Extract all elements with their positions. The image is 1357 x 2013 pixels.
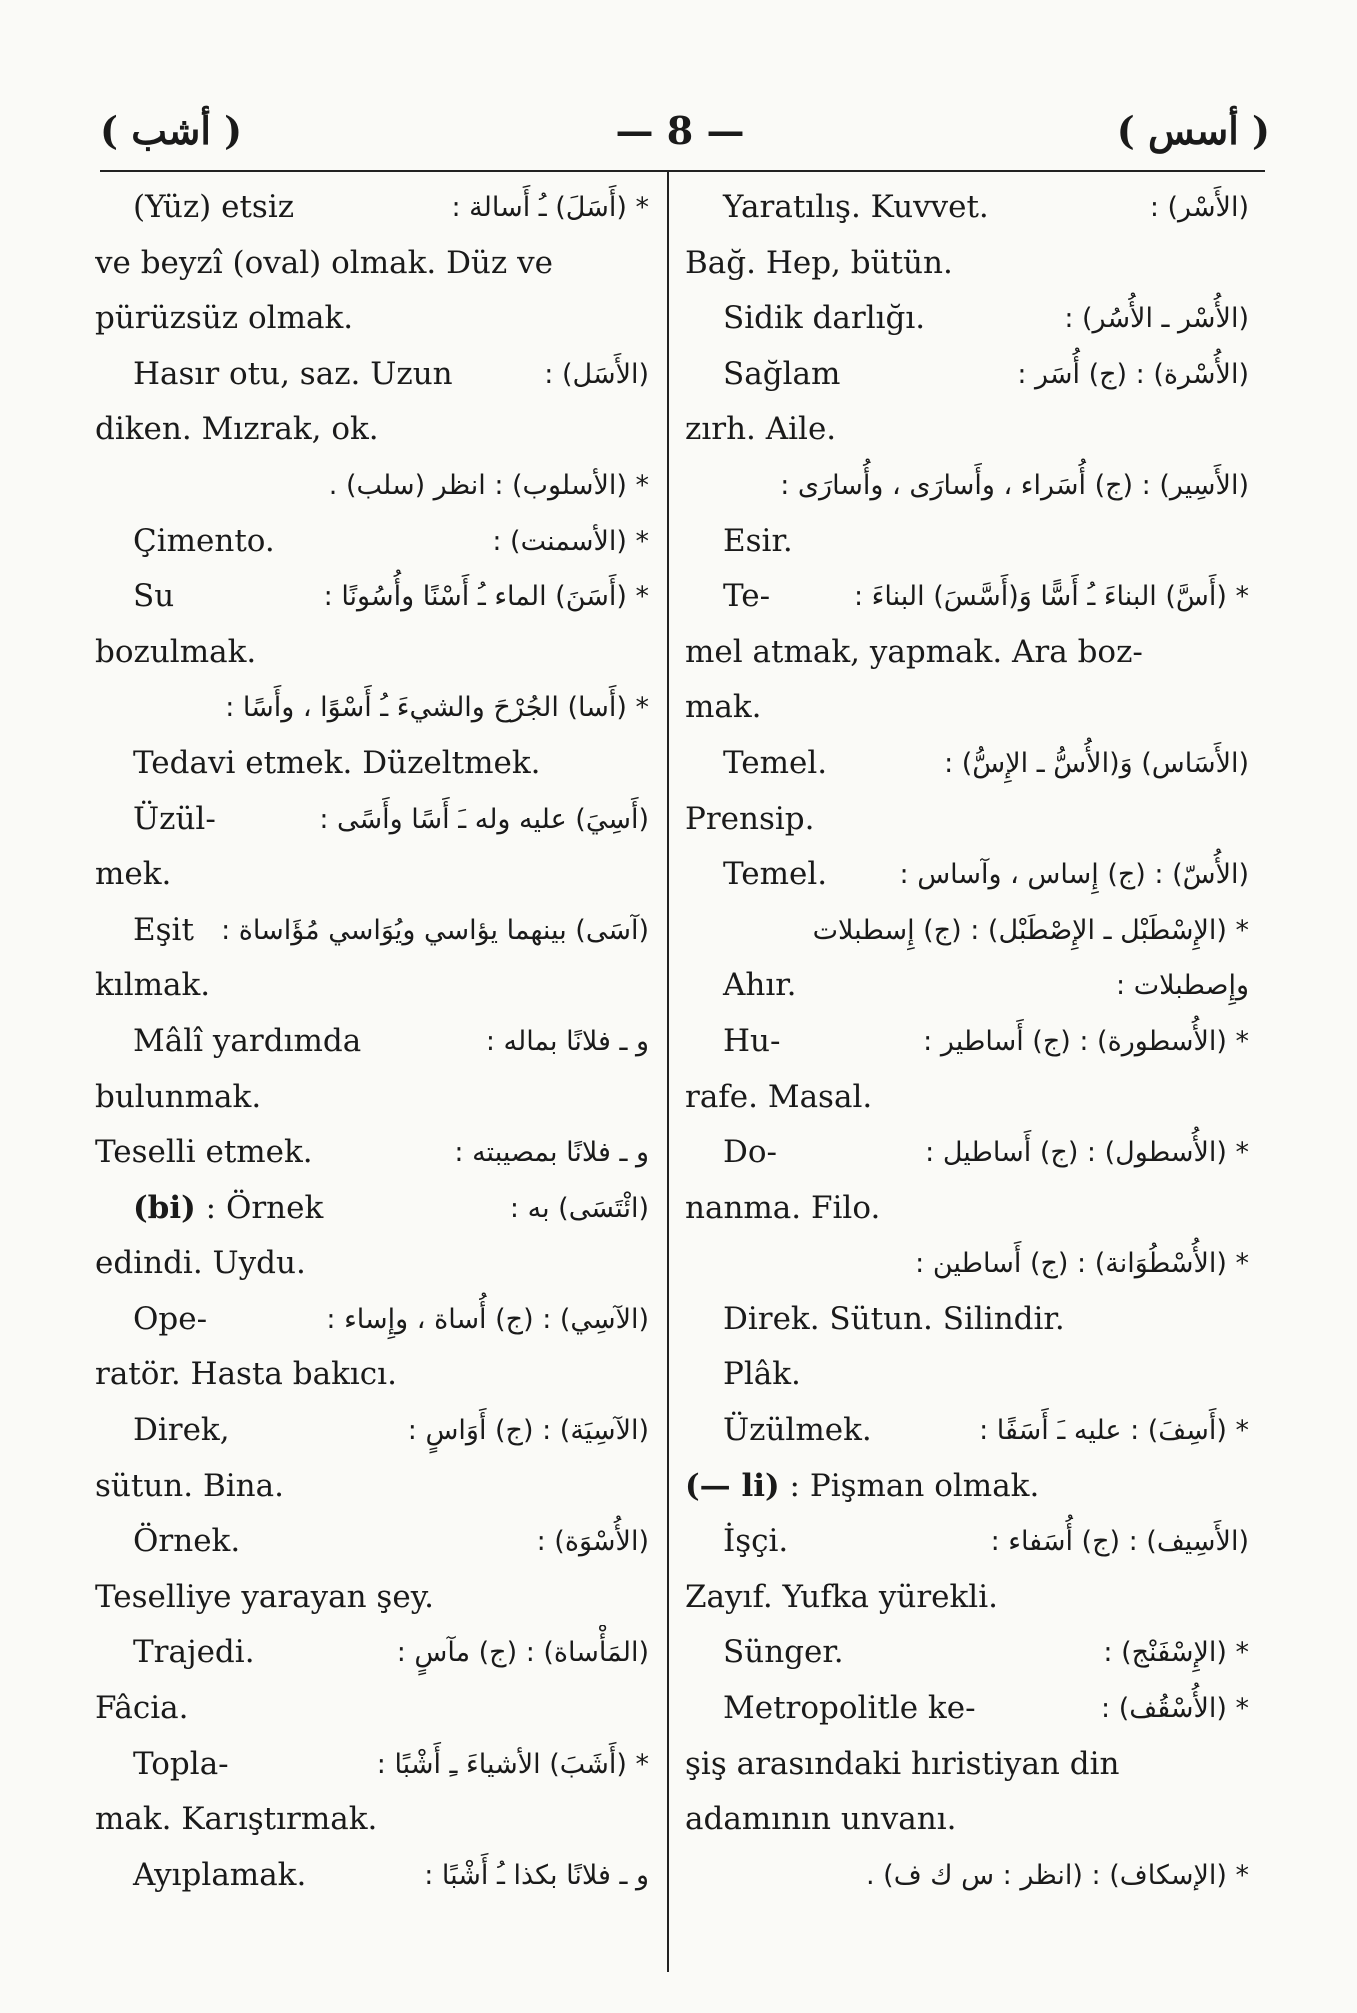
turkish-definition: (bi) : Örnek xyxy=(133,1189,324,1226)
entry-line xyxy=(95,1792,655,1848)
arabic-headword: (أَسِيَ) عليه وله ـَ أَسًا وأَسًى : xyxy=(319,803,649,835)
arabic-headword: * (أَشَبَ) الأشياءَ ـِ أَشْبًا : xyxy=(376,1748,649,1780)
entry-line xyxy=(685,1292,1255,1348)
turkish-definition: Temel. xyxy=(723,744,828,781)
entry-line xyxy=(685,958,1255,1014)
turkish-definition: Sünger. xyxy=(723,1634,844,1671)
entry-line xyxy=(685,847,1255,903)
arabic-headword: و ـ فلانًا بماله : xyxy=(485,1025,649,1057)
turkish-definition: Tedavi etmek. Düzeltmek. xyxy=(133,744,541,781)
entry-line xyxy=(685,180,1255,236)
left-guide-word: ( أشب ) xyxy=(100,108,243,153)
entry-line xyxy=(685,402,1255,458)
entry-line xyxy=(685,1236,1255,1292)
turkish-definition: Üzülmek. xyxy=(723,1412,872,1449)
turkish-definition: rafe. Masal. xyxy=(685,1078,873,1115)
entry-line xyxy=(95,1125,655,1181)
entry-line xyxy=(95,1181,655,1237)
entry-line xyxy=(95,569,655,625)
entry-line xyxy=(95,1292,655,1348)
arabic-headword: * (الإسكاف) : (انظر : س ك ف) . xyxy=(866,1859,1249,1891)
turkish-definition: Teselliye yarayan şey. xyxy=(95,1578,434,1615)
entry-line xyxy=(95,958,655,1014)
entry-line xyxy=(95,903,655,959)
turkish-definition: Metropolitle ke- xyxy=(723,1690,976,1727)
turkish-definition: Eşit xyxy=(133,911,194,948)
entry-line xyxy=(95,514,655,570)
entry-line xyxy=(95,180,655,236)
turkish-definition: Üzül- xyxy=(133,800,216,837)
entry-line xyxy=(685,347,1255,403)
turkish-definition: Plâk. xyxy=(723,1356,801,1393)
right-guide-word: ( أسس ) xyxy=(1116,108,1270,153)
arabic-headword: * (الأُسطورة) : (ج) أَساطير : xyxy=(923,1025,1249,1057)
arabic-headword: (الأُسْوَة) : xyxy=(536,1526,649,1558)
entry-line xyxy=(685,680,1255,736)
arabic-headword: * (أَسا) الجُرْحَ والشيءَ ـُ أَسْوًا ، وأَسًا : xyxy=(225,692,649,724)
turkish-definition: Hasır otu, saz. Uzun xyxy=(133,355,453,392)
turkish-definition: ve beyzî (oval) olmak. Düz ve xyxy=(95,244,553,281)
turkish-definition: (— li) : Pişman olmak. xyxy=(685,1467,1040,1504)
entry-line xyxy=(95,1070,655,1126)
entry-line xyxy=(95,1403,655,1459)
turkish-definition: Te- xyxy=(723,578,771,615)
entry-line xyxy=(95,1514,655,1570)
entry-line xyxy=(685,1737,1255,1793)
turkish-definition: İşçi. xyxy=(723,1523,789,1560)
turkish-definition: (Yüz) etsiz xyxy=(133,189,295,225)
entry-line xyxy=(685,1014,1255,1070)
entry-line xyxy=(95,1681,655,1737)
entry-line xyxy=(685,1347,1255,1403)
arabic-headword: * (الأسلوب) : انظر (سلب) . xyxy=(328,469,649,501)
entry-line xyxy=(685,1459,1255,1515)
entry-line xyxy=(685,1514,1255,1570)
turkish-definition: Esir. xyxy=(723,522,793,559)
arabic-headword: (المَأْساة) : (ج) مآسٍ : xyxy=(396,1637,649,1669)
turkish-definition: edindi. Uydu. xyxy=(95,1245,306,1282)
entry-line xyxy=(685,1848,1255,1904)
turkish-definition: Sağlam xyxy=(723,355,841,392)
turkish-definition: Ope- xyxy=(133,1300,208,1337)
turkish-definition: Teselli etmek. xyxy=(95,1134,313,1171)
entry-line xyxy=(95,236,655,292)
turkish-definition: Bağ. Hep, bütün. xyxy=(685,244,953,281)
page-number: — 8 — xyxy=(615,108,745,153)
turkish-definition: mak. Karıştırmak. xyxy=(95,1801,378,1838)
arabic-headword: و ـ فلانًا بمصيبته : xyxy=(454,1137,649,1169)
column-divider xyxy=(667,172,669,1972)
entry-line xyxy=(685,1403,1255,1459)
entry-line xyxy=(95,736,655,792)
arabic-headword: (آسَى) بينهما يؤاسي ويُوَاسي مُؤَاساة : xyxy=(221,914,649,946)
arabic-headword: * (الأسمنت) : xyxy=(492,525,649,557)
entry-line xyxy=(685,1181,1255,1237)
turkish-definition: Ahır. xyxy=(723,967,797,1004)
entry-line xyxy=(95,347,655,403)
turkish-definition: Zayıf. Yufka yürekli. xyxy=(685,1578,998,1615)
arabic-headword: * (الأُسْطُوَانة) : (ج) أَساطين : xyxy=(915,1248,1249,1280)
entry-line xyxy=(685,1570,1255,1626)
turkish-definition: Prensip. xyxy=(685,800,815,837)
entry-line xyxy=(95,1737,655,1793)
turkish-definition: ratör. Hasta bakıcı. xyxy=(95,1356,397,1393)
entry-line xyxy=(685,1681,1255,1737)
entry-line xyxy=(685,903,1255,959)
entry-line xyxy=(685,458,1255,514)
entry-line xyxy=(685,1625,1255,1681)
entry-line xyxy=(95,625,655,681)
entry-line xyxy=(95,1625,655,1681)
turkish-definition: Su xyxy=(133,578,175,615)
entry-line xyxy=(685,792,1255,848)
arabic-headword: * (الإِسْطَبْل ـ الإِصْطَبْل) : (ج) إِسطبلات xyxy=(812,914,1249,946)
entry-line xyxy=(95,1848,655,1904)
entry-line xyxy=(95,1459,655,1515)
arabic-headword: و ـ فلانًا بكذا ـُ أَشْبًا : xyxy=(424,1859,649,1891)
arabic-headword: (الأَسَل) : xyxy=(544,358,649,390)
entry-line xyxy=(95,680,655,736)
turkish-definition: nanma. Filo. xyxy=(685,1189,881,1226)
entry-line xyxy=(95,792,655,848)
header-rule xyxy=(100,170,1265,172)
arabic-headword: (الأُسْرة) : (ج) أُسَر : xyxy=(1017,358,1249,390)
right-column xyxy=(685,180,1255,1903)
turkish-definition: Hu- xyxy=(723,1022,781,1059)
entry-line xyxy=(95,458,655,514)
turkish-definition: Mâlî yardımda xyxy=(133,1022,362,1059)
arabic-headword: * (الأُسطول) : (ج) أَساطيل : xyxy=(925,1137,1249,1169)
turkish-definition: Sidik darlığı. xyxy=(723,300,926,337)
entry-line xyxy=(685,1070,1255,1126)
entry-line xyxy=(685,514,1255,570)
arabic-headword: * (الإِسْفَنْج) : xyxy=(1103,1637,1249,1669)
turkish-definition: Çimento. xyxy=(133,522,275,559)
arabic-headword: (الأَسِير) : (ج) أُسَراء ، وأَسارَى ، وأُسارَى : xyxy=(780,469,1249,501)
turkish-definition: bozulmak. xyxy=(95,633,257,670)
turkish-definition: Ayıplamak. xyxy=(133,1856,307,1893)
arabic-headword: * (أَسَنَ) الماء ـُ أَسْنًا وأُسُونًا : xyxy=(323,581,649,613)
arabic-headword: (الأُسّ) : (ج) إِساس ، وآساس : xyxy=(899,859,1249,891)
entry-line xyxy=(685,1125,1255,1181)
entry-line xyxy=(685,569,1255,625)
turkish-definition: Yaratılış. Kuvvet. xyxy=(723,189,989,225)
turkish-definition: pürüzsüz olmak. xyxy=(95,300,354,337)
arabic-headword: (الآسِي) : (ج) أُساة ، وإِساء : xyxy=(326,1303,649,1335)
turkish-definition: şiş arasındaki hıristiyan din xyxy=(685,1745,1120,1782)
arabic-headword: * (أَسَلَ) ـُ أَسالة : xyxy=(451,192,649,223)
turkish-definition: zırh. Aile. xyxy=(685,411,837,448)
turkish-definition: Temel. xyxy=(723,856,828,893)
turkish-definition: Fâcia. xyxy=(95,1690,189,1727)
turkish-definition: Direk, xyxy=(133,1412,230,1449)
entry-line xyxy=(685,236,1255,292)
entry-line xyxy=(95,402,655,458)
turkish-definition: mel atmak, yapmak. Ara boz- xyxy=(685,633,1143,670)
left-column xyxy=(95,180,655,1903)
arabic-headword: (الأَسَاس) وَ(الأُسُّ ـ الإِسُّ) : xyxy=(944,747,1249,779)
turkish-definition: Direk. Sütun. Silindir. xyxy=(723,1300,1065,1337)
arabic-headword: * (الأُسْقُف) : xyxy=(1101,1693,1249,1725)
entry-line xyxy=(685,625,1255,681)
entry-line xyxy=(95,291,655,347)
turkish-definition: Do- xyxy=(723,1134,777,1171)
turkish-definition: Topla- xyxy=(133,1745,229,1782)
turkish-definition: diken. Mızrak, ok. xyxy=(95,411,379,448)
arabic-headword: (الأَسِيف) : (ج) أُسَفاء : xyxy=(990,1526,1249,1558)
entry-line xyxy=(95,1347,655,1403)
page-header xyxy=(90,108,1270,158)
entry-line xyxy=(95,1570,655,1626)
entry-line xyxy=(685,291,1255,347)
arabic-headword: * (أَسَّ) البناءَ ـُ أَسًّا وَ(أَسَّسَ) البناءَ : xyxy=(853,581,1249,613)
turkish-definition: Trajedi. xyxy=(133,1634,255,1671)
arabic-headword: وإِصطبلات : xyxy=(1116,970,1249,1002)
arabic-headword: (الأُسْر ـ الأُسُر) : xyxy=(1064,303,1249,335)
turkish-definition: sütun. Bina. xyxy=(95,1467,284,1504)
turkish-definition: mak. xyxy=(685,689,762,726)
entry-line xyxy=(685,1792,1255,1848)
arabic-headword: (الآسِيَة) : (ج) أَوَاسٍ : xyxy=(407,1415,649,1447)
entry-line xyxy=(95,847,655,903)
arabic-headword: (ائْتَسَى) به : xyxy=(509,1192,649,1224)
entry-line xyxy=(95,1236,655,1292)
turkish-definition: adamının unvanı. xyxy=(685,1801,957,1838)
arabic-headword: * (أَسِفَ) : عليه ـَ أَسَفًا : xyxy=(979,1415,1249,1447)
turkish-definition: Örnek. xyxy=(133,1523,241,1560)
entry-line xyxy=(685,736,1255,792)
turkish-definition: bulunmak. xyxy=(95,1078,262,1115)
turkish-definition: kılmak. xyxy=(95,967,211,1004)
entry-line xyxy=(95,1014,655,1070)
arabic-headword: (الأَسْر) : xyxy=(1149,192,1249,223)
turkish-definition: mek. xyxy=(95,856,172,893)
